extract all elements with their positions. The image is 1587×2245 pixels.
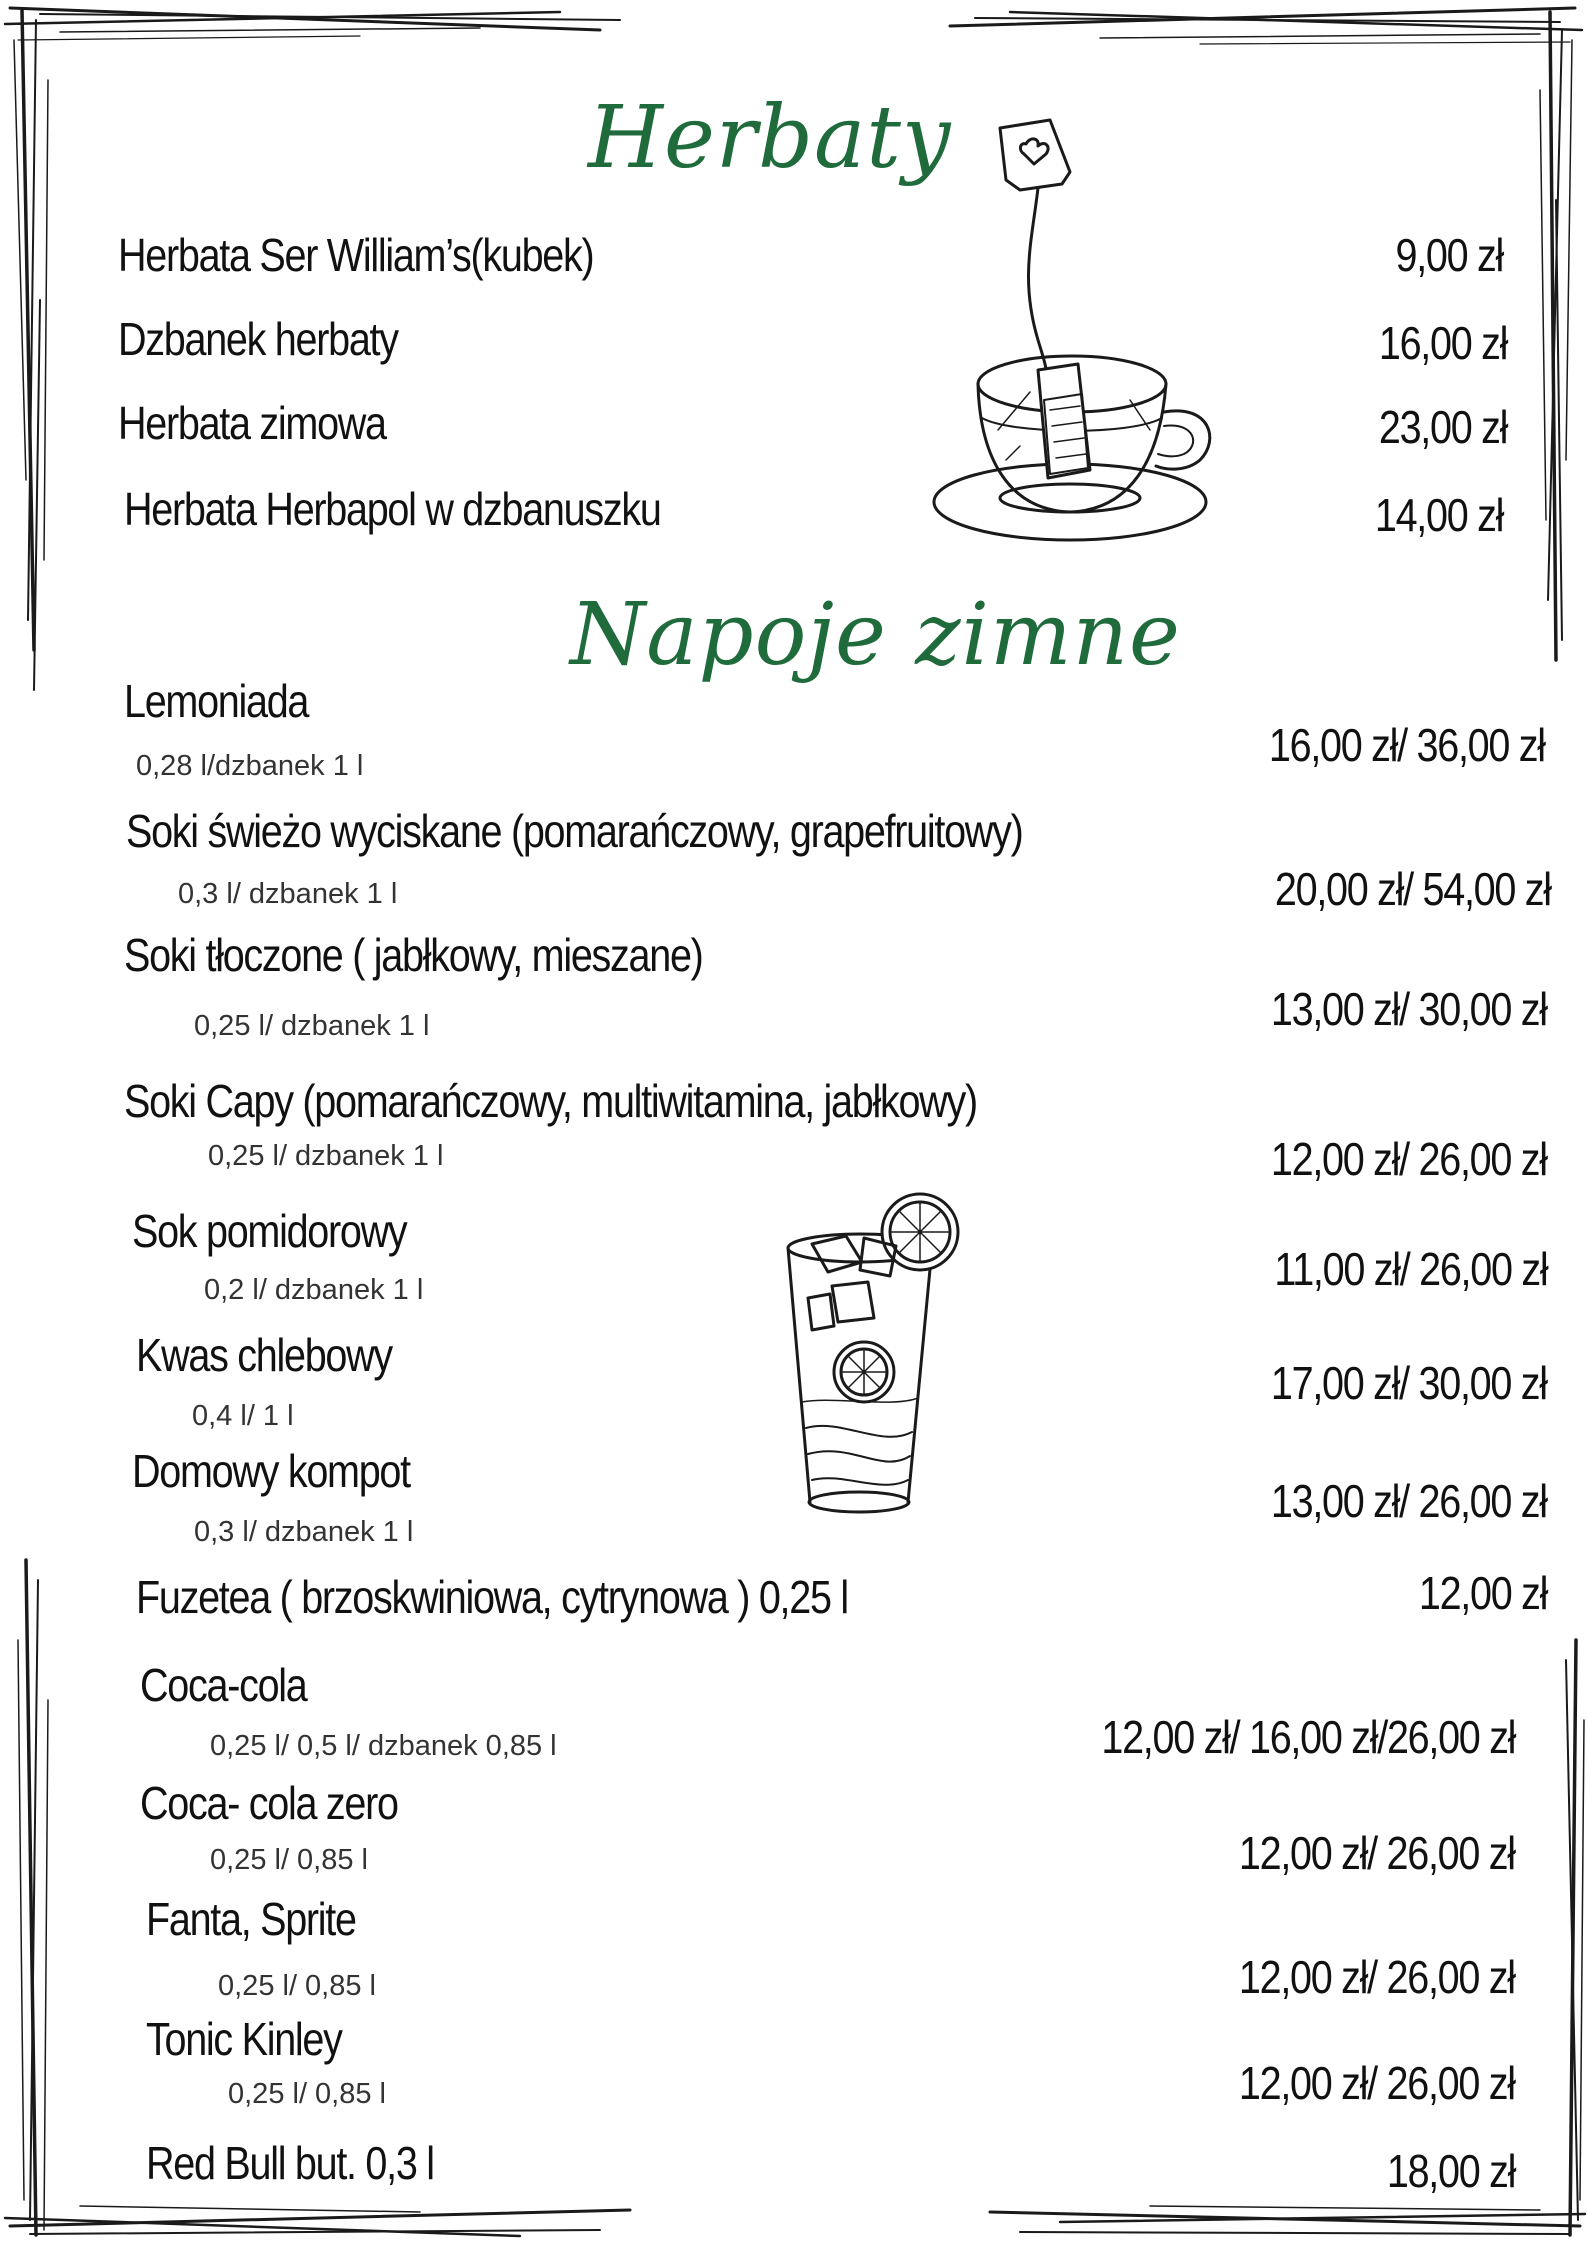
- menu-item-size: 0,25 l/ 0,85 l: [228, 2078, 386, 2110]
- menu-item-name: Herbata zimowa: [118, 397, 386, 449]
- menu-item-price: 18,00 zł: [1386, 2145, 1515, 2197]
- menu-item-price: 9,00 zł: [1395, 229, 1503, 281]
- section-title-napoje-zimne: Napoje zimne: [570, 585, 1181, 685]
- menu-item-name: Dzbanek herbaty: [118, 313, 398, 365]
- menu-item-name: Coca- cola zero: [140, 1777, 398, 1829]
- menu-item-name: Sok pomidorowy: [132, 1205, 407, 1257]
- menu-item-price: 12,00 zł: [1418, 1567, 1547, 1619]
- menu-item-price: 12,00 zł/ 26,00 zł: [1239, 1951, 1515, 2003]
- menu-item-name: Fuzetea ( brzoskwiniowa, cytrynowa ) 0,25 l: [136, 1571, 848, 1623]
- menu-item-price: 14,00 zł: [1374, 489, 1503, 541]
- menu-item-price: 16,00 zł: [1378, 317, 1507, 369]
- teacup-with-teabag-icon: [920, 100, 1220, 560]
- menu-item-size: 0,25 l/ 0,85 l: [210, 1844, 368, 1876]
- iced-drink-glass-icon: [772, 1186, 972, 1516]
- menu-item-size: 0,4 l/ 1 l: [192, 1400, 294, 1432]
- menu-item-price: 16,00 zł/ 36,00 zł: [1269, 719, 1545, 771]
- menu-item-price: 12,00 zł/ 16,00 zł/26,00 zł: [1101, 1711, 1515, 1763]
- menu-item-price: 11,00 zł/ 26,00 zł: [1274, 1243, 1547, 1295]
- menu-item-size: 0,2 l/ dzbanek 1 l: [204, 1274, 424, 1306]
- menu-item-size: 0,3 l/ dzbanek 1 l: [178, 878, 398, 910]
- menu-item-price: 12,00 zł/ 26,00 zł: [1239, 2057, 1515, 2109]
- menu-item-name: Domowy kompot: [132, 1445, 410, 1497]
- menu-item-price: 12,00 zł/ 26,00 zł: [1239, 1827, 1515, 1879]
- menu-item-size: 0,3 l/ dzbanek 1 l: [194, 1516, 414, 1548]
- menu-item-name: Soki tłoczone ( jabłkowy, mieszane): [124, 929, 703, 981]
- menu-item-price: 23,00 zł: [1378, 401, 1507, 453]
- menu-item-size: 0,25 l/ dzbanek 1 l: [194, 1010, 430, 1042]
- menu-item-name: Lemoniada: [124, 675, 309, 727]
- menu-item-name: Tonic Kinley: [146, 2013, 342, 2065]
- menu-item-price: 12,00 zł/ 26,00 zł: [1271, 1133, 1547, 1185]
- menu-item-price: 17,00 zł/ 30,00 zł: [1271, 1357, 1547, 1409]
- menu-item-size: 0,25 l/ 0,5 l/ dzbanek 0,85 l: [210, 1730, 557, 1762]
- section-title-herbaty: Herbaty: [588, 88, 952, 188]
- menu-item-name: Fanta, Sprite: [146, 1893, 356, 1945]
- menu-item-price: 13,00 zł/ 30,00 zł: [1271, 983, 1547, 1035]
- menu-item-size: 0,28 l/dzbanek 1 l: [136, 750, 364, 782]
- menu-item-name: Soki Capy (pomarańczowy, multiwitamina, jabłkowy): [124, 1075, 977, 1127]
- menu-item-name: Herbata Herbapol w dzbanuszku: [124, 483, 661, 535]
- menu-item-price: 20,00 zł/ 54,00 zł: [1275, 863, 1551, 915]
- menu-item-price: 13,00 zł/ 26,00 zł: [1271, 1475, 1547, 1527]
- menu-item-name: Red Bull but. 0,3 l: [146, 2137, 434, 2189]
- menu-item-size: 0,25 l/ dzbanek 1 l: [208, 1140, 444, 1172]
- menu-item-name: Kwas chlebowy: [136, 1329, 392, 1381]
- menu-item-name: Soki świeżo wyciskane (pomarańczowy, grapefruitowy): [126, 805, 1023, 857]
- menu-item-name: Herbata Ser William’s(kubek): [118, 229, 594, 281]
- menu-item-size: 0,25 l/ 0,85 l: [218, 1970, 376, 2002]
- menu-item-name: Coca-cola: [140, 1659, 307, 1711]
